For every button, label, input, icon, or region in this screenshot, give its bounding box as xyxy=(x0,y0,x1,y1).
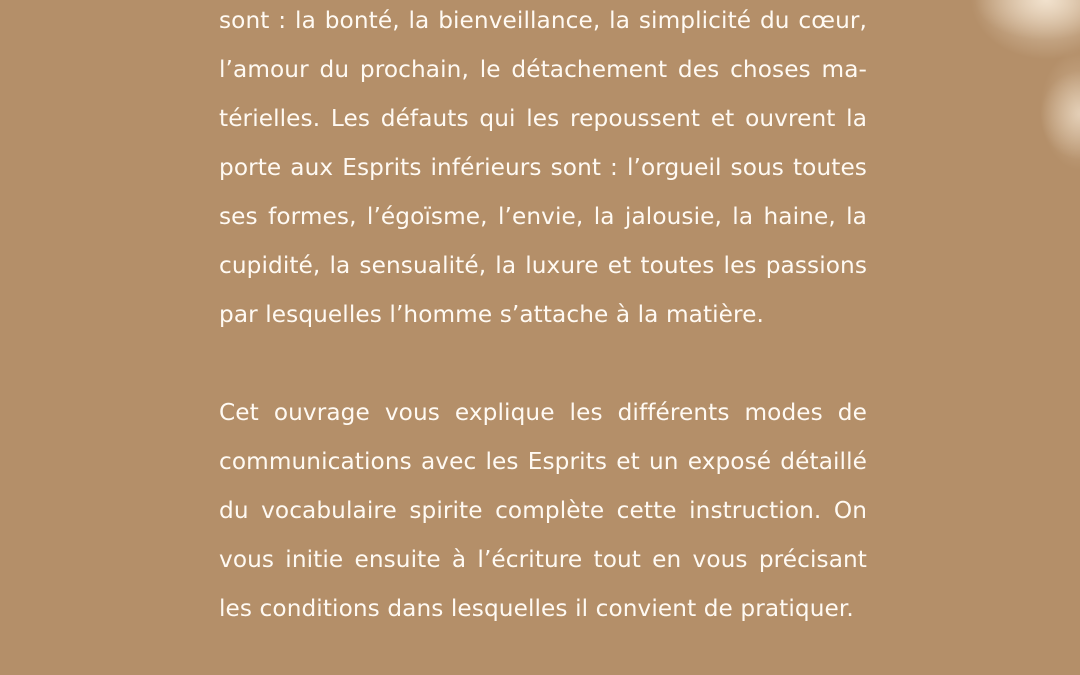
text-line: cupidité, la sensualité, la luxure et toutes les passions xyxy=(219,252,867,279)
paragraph-1 xyxy=(219,0,867,339)
text-line: les conditions dans lesquelles il convient de pratiquer. xyxy=(219,595,854,622)
paragraph-spacer xyxy=(219,339,867,388)
text-line: porte aux Esprits inférieurs sont : l’orgueil sous toutes xyxy=(219,154,867,181)
light-glow-right-edge xyxy=(1040,70,1080,160)
body-text xyxy=(219,0,867,633)
text-line: vous initie ensuite à l’écriture tout en vous précisant xyxy=(219,546,867,573)
text-line: térielles. Les défauts qui les repoussent et ouvrent la xyxy=(219,105,867,132)
text-line: communications avec les Esprits et un exposé détaillé xyxy=(219,448,867,475)
paragraph-2 xyxy=(219,388,867,633)
text-line: du vocabulaire spirite complète cette instruction. On xyxy=(219,497,867,524)
text-line: Cet ouvrage vous explique les différents modes de xyxy=(219,399,867,426)
text-line: sont : la bonté, la bienveillance, la simplicité du cœur, xyxy=(219,7,867,34)
text-line: par lesquelles l’homme s’attache à la matière. xyxy=(219,301,764,328)
light-glow-top-right xyxy=(970,0,1080,60)
text-line: ses formes, l’égoïsme, l’envie, la jalousie, la haine, la xyxy=(219,203,867,230)
text-line: l’amour du prochain, le détachement des choses ma- xyxy=(219,56,867,83)
